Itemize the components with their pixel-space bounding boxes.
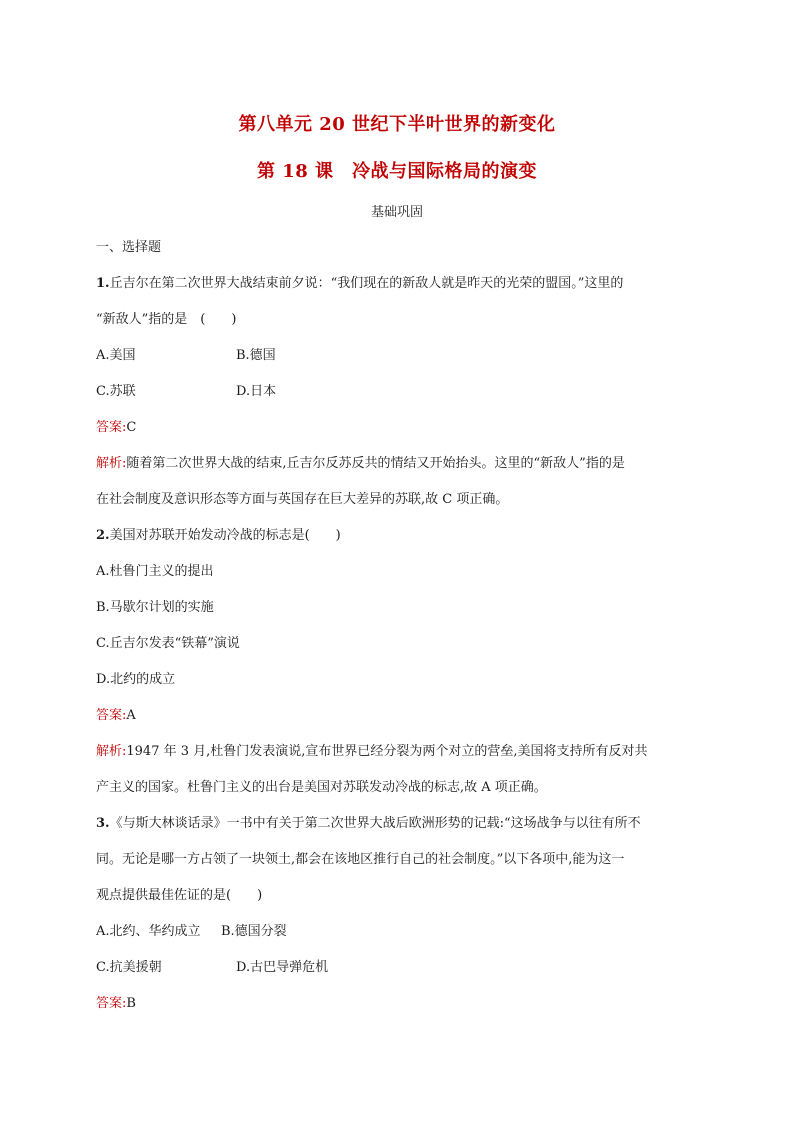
question-2-text: 美国对苏联开始发动冷战的标志是( ) [109,528,341,543]
question-1-number: 1. [96,276,110,291]
question-1-stem-line-2: “新敌人”指的是 ( ) [96,312,237,327]
question-3-stem-line-2: 同。无论是哪一方占领了一块领土,都会在该地区推行自己的社会制度。”以下各项中,能为这一 [96,852,625,867]
question-3-option-c: C.抗美援朝 [96,960,162,975]
analysis-text: 随着第二次世界大战的结束,丘吉尔反苏反共的情结又开始抬头。这里的“新敌人”指的是 [126,456,625,471]
question-1-option-c: C.苏联 [96,384,136,399]
question-1-answer [96,419,136,437]
answer-label: 答案: [96,420,127,435]
question-3-number: 3. [96,816,110,831]
question-3-option-d: D.古巴导弹危机 [236,960,329,975]
unit-title: 第八单元 20 世纪下半叶世界的新变化 [238,114,556,135]
question-2-number: 2. [96,528,110,543]
answer-value: A [126,708,136,723]
question-1-options-row-1 [96,347,396,365]
question-3-text: 《与斯大林谈话录》一书中有关于第二次世界大战后欧洲形势的记载:“这场战争与以往有所不 [109,816,641,831]
question-3-stem-line-1 [96,815,641,833]
question-type-heading: 一、选择题 [96,240,162,255]
question-3-answer [96,995,136,1013]
question-1-analysis-line-1 [96,455,625,473]
question-1-analysis-line-2: 在社会制度及意识形态等方面与英国存在巨大差异的苏联,故 C 项正确。 [96,492,509,507]
answer-label: 答案: [96,996,127,1011]
question-2-stem [96,527,341,545]
analysis-label: 解析: [96,744,127,759]
question-2-option-b: B.马歇尔计划的实施 [96,600,214,615]
question-1-option-b: B.德国 [236,348,276,363]
analysis-label: 解析: [96,456,127,471]
question-1-text: 丘吉尔在第二次世界大战结束前夕说：“我们现在的新敌人就是昨天的光荣的盟国。”这里的 [109,276,624,291]
question-3-options-row-1 [96,923,396,941]
question-2-option-d: D.北约的成立 [96,672,176,687]
question-1-stem-line-1 [96,275,623,293]
question-2-analysis-line-2: 产主义的国家。杜鲁门主义的出台是美国对苏联发动冷战的标志,故 A 项正确。 [96,780,547,795]
question-3-options-row-2 [96,959,396,977]
question-3-option-b: B.德国分裂 [221,924,287,939]
section-subtitle: 基础巩固 [370,205,423,220]
question-3-stem-line-3: 观点提供最佳佐证的是( ) [96,888,263,903]
answer-value: C [126,420,137,435]
question-1-option-a: A.美国 [96,348,136,363]
lesson-title: 第 18 课 冷战与国际格局的演变 [256,161,538,182]
question-3-option-a: A.北约、华约成立 [96,924,201,939]
answer-value: B [126,996,136,1011]
question-1-options-row-2 [96,383,396,401]
question-2-option-c: C.丘吉尔发表“铁幕”演说 [96,636,240,651]
question-1-option-d: D.日本 [236,384,277,399]
question-2-option-a: A.杜鲁门主义的提出 [96,564,214,579]
question-2-answer [96,707,136,725]
analysis-text: 1947 年 3 月,杜鲁门发表演说,宣布世界已经分裂为两个对立的营垒,美国将支持所有反对共 [126,744,648,759]
question-2-analysis-line-1 [96,743,648,761]
answer-label: 答案: [96,708,127,723]
